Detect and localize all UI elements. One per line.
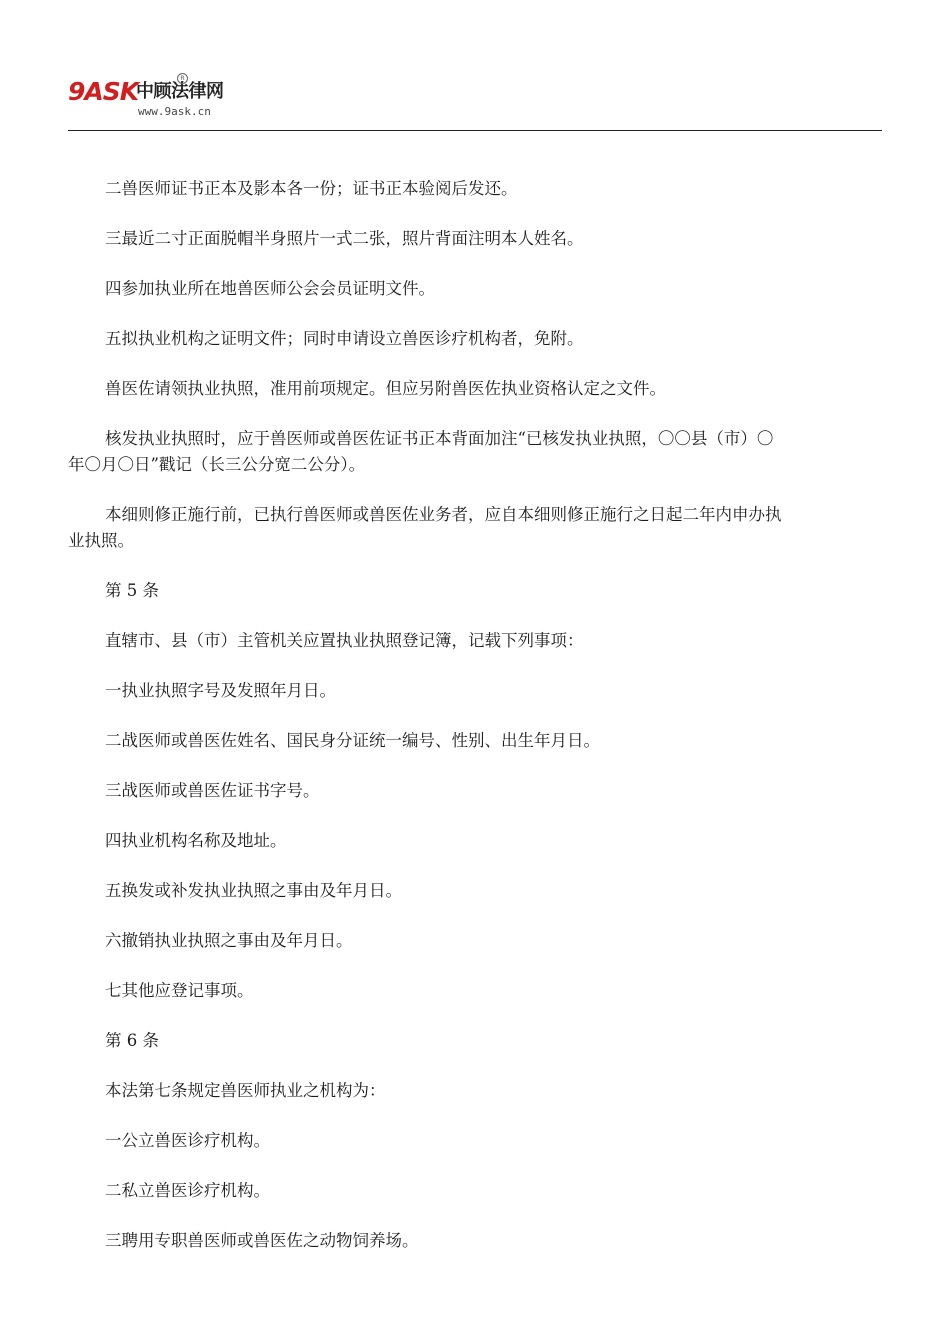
page-header	[68, 72, 882, 131]
document-body	[68, 176, 890, 1278]
paragraph: 兽医佐请领执业执照，准用前项规定。但应另附兽医佐执业资格认定之文件。	[105, 379, 666, 398]
list-item: 七其他应登记事项。	[105, 981, 254, 1000]
list-item: 三聘用专职兽医师或兽医佐之动物饲养场。	[105, 1231, 419, 1250]
list-item: 一公立兽医诊疗机构。	[105, 1131, 270, 1150]
list-item: 二私立兽医诊疗机构。	[105, 1181, 270, 1200]
paragraph-line: 核发执业执照时，应于兽医师或兽医佐证书正本背面加注“已核发执业执照，〇〇县（市）〇	[105, 429, 774, 448]
paragraph-line: 业执照。	[68, 531, 134, 550]
logo-url: www.9ask.cn	[138, 105, 211, 118]
paragraph: 本法第七条规定兽医师执业之机构为：	[105, 1081, 386, 1100]
list-item: 三战医师或兽医佐证书字号。	[105, 781, 320, 800]
logo-mark: 9ASK	[68, 77, 139, 106]
paragraph: 五拟执业机构之证明文件；同时申请设立兽医诊疗机构者，免附。	[105, 329, 584, 348]
paragraph: 直辖市、县（市）主管机关应置执业执照登记簿，记载下列事项：	[105, 631, 584, 650]
article-heading: 第 6 条	[105, 1031, 159, 1050]
logo-chinese-name: 中顾法律网	[136, 81, 224, 102]
paragraph: 三最近二寸正面脱帽半身照片一式二张，照片背面注明本人姓名。	[105, 229, 584, 248]
paragraph: 二兽医师证书正本及影本各一份；证书正本验阅后发还。	[105, 179, 518, 198]
paragraph-line: 本细则修正施行前，已执行兽医师或兽医佐业务者，应自本细则修正施行之日起二年内申办执	[105, 505, 782, 524]
paragraph-line: 年〇月〇日”戳记（长三公分宽二公分）。	[68, 455, 366, 474]
list-item: 四执业机构名称及地址。	[105, 831, 287, 850]
paragraph: 四参加执业所在地兽医师公会会员证明文件。	[105, 279, 435, 298]
list-item: 六撤销执业执照之事由及年月日。	[105, 931, 353, 950]
list-item: 二战医师或兽医佐姓名、国民身分证统一编号、性别、出生年月日。	[105, 731, 600, 750]
list-item: 五换发或补发执业执照之事由及年月日。	[105, 881, 402, 900]
article-heading: 第 5 条	[105, 581, 159, 600]
paragraph-multiline	[68, 426, 890, 478]
paragraph-multiline	[68, 502, 890, 554]
list-item: 一执业执照字号及发照年月日。	[105, 681, 336, 700]
site-logo[interactable]	[68, 72, 268, 124]
registered-mark-icon: R	[177, 73, 188, 84]
